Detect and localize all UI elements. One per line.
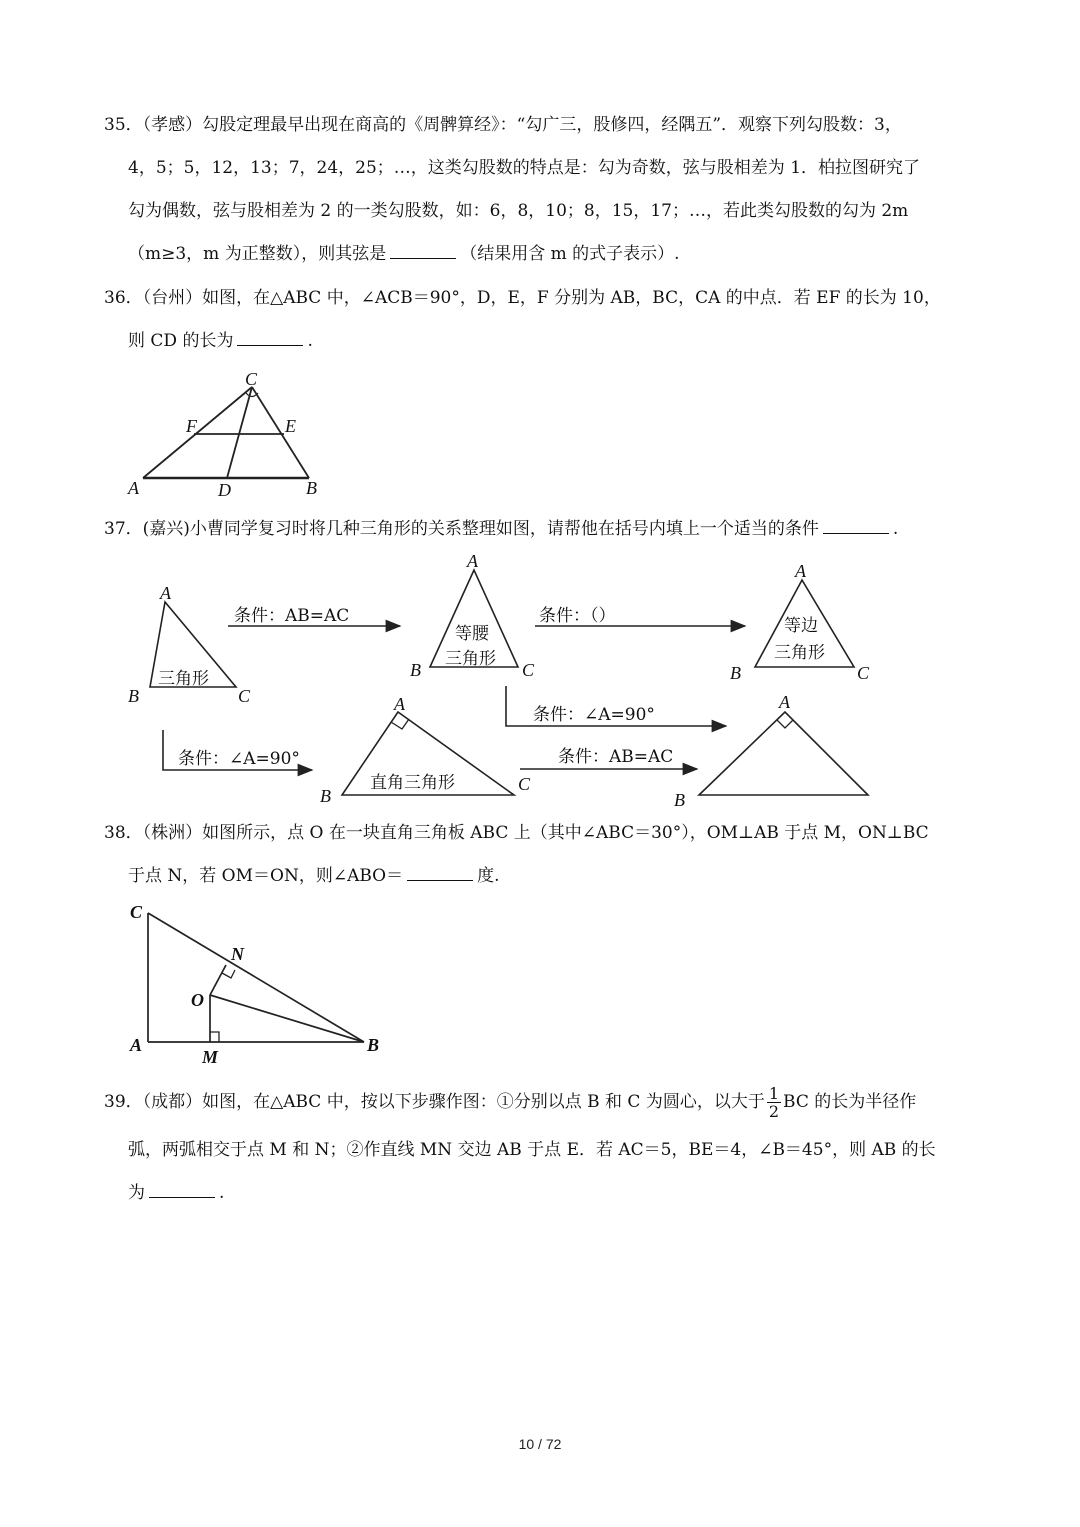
- q39-line-3-a: 为: [128, 1183, 145, 1203]
- q38-label-b: B: [367, 1035, 380, 1055]
- q36-line-2-a: 则 CD 的长为: [128, 331, 234, 351]
- q39-line-3: [128, 1182, 224, 1204]
- q37-right-label-a: A: [394, 694, 405, 714]
- q36-label-f: F: [186, 416, 197, 436]
- q37-right-label-c: C: [518, 774, 531, 794]
- q38-side-cb: [148, 913, 364, 1042]
- q37-gen-label-b: B: [128, 686, 139, 706]
- q39-answer-blank: [149, 1183, 215, 1198]
- q38-line-1: 38．（株洲）如图所示，点 O 在一块直角三角板 ABC 上（其中∠ABC＝30°），OM⊥AB 于点 M，ON⊥BC: [104, 823, 929, 843]
- q39-fraction: [767, 1085, 781, 1120]
- q37-line-1-a: 37．(嘉兴)小曹同学复习时将几种三角形的关系整理如图，请帮他在括号内填上一个适当的条件: [104, 519, 819, 539]
- q37-right-label-b: B: [320, 786, 331, 806]
- q37-equilateral-name-1: 等边: [784, 616, 818, 636]
- q38-right-angle-n: [222, 970, 235, 978]
- q36-label-b: B: [306, 478, 317, 498]
- q35-line-2: 4，5；5，12，13；7，24，25；…，这类勾股数的特点是：勾为奇数，弦与股相差为 1．柏拉图研究了: [128, 158, 921, 178]
- q38-label-o: O: [191, 990, 204, 1010]
- q37-isoright-label-b: B: [674, 790, 685, 810]
- q36-line-1: 36．（台州）如图，在△ABC 中，∠ACB＝90°，D，E，F 分别为 AB，BC，CA 的中点．若 EF 的长为 10，: [104, 288, 941, 308]
- q37-iso-label-b: B: [410, 660, 421, 680]
- q37-isosceles-name-1: 等腰: [455, 624, 489, 644]
- q38-label-m: M: [202, 1047, 219, 1067]
- q37-condition-2: 条件：（）: [539, 606, 616, 626]
- q35-line-3: 勾为偶数，弦与股相差为 2 的一类勾股数，如：6，8，10；8，15，17；…，若此类勾股数的勾为 2m: [128, 201, 909, 221]
- q37-condition-1: 条件：AB=AC: [234, 606, 350, 626]
- q38-label-n: N: [231, 944, 244, 964]
- q37-equilateral-name-2: 三角形: [774, 643, 825, 663]
- page-number: 10 / 72: [518, 1436, 562, 1452]
- q39-line-1-b: BC 的长为半径作: [783, 1092, 917, 1112]
- q38-label-c: C: [130, 902, 143, 922]
- q37-condition-5: 条件：AB=AC: [558, 747, 674, 767]
- q39-fraction-denominator: 2: [768, 1102, 780, 1121]
- q37-right-name: 直角三角形: [370, 773, 455, 793]
- q37-iso-label-a: A: [467, 551, 478, 571]
- q38-line-2-a: 于点 N，若 OM＝ON，则∠ABO＝: [128, 866, 404, 886]
- q36-label-d: D: [218, 480, 231, 500]
- q37-general-name: 三角形: [158, 669, 209, 689]
- q38-right-angle-m: [210, 1032, 219, 1042]
- q37-line-1-b: .: [892, 519, 899, 539]
- q37-gen-label-a: A: [160, 583, 171, 603]
- q38-label-a: A: [130, 1035, 143, 1055]
- q37-condition-3: 条件：∠A=90°: [533, 705, 655, 725]
- q39-line-3-b: .: [219, 1183, 225, 1203]
- q36-label-a: A: [128, 478, 139, 498]
- q37-equi-label-a: A: [795, 561, 806, 581]
- q35-line-1: 35．（孝感）勾股定理最早出现在商高的《周髀算经》：“勾广三，股修四，经隅五”．观察下列勾股数：3，: [104, 115, 902, 135]
- q36-label-e: E: [285, 416, 296, 436]
- q36-line-2-b: .: [307, 331, 313, 351]
- q39-line-2: 弧，两弧相交于点 M 和 N；②作直线 MN 交边 AB 于点 E．若 AC＝5，BE＝4，∠B＝45°，则 AB 的长: [128, 1140, 936, 1160]
- q37-condition-4: 条件：∠A=90°: [178, 749, 300, 769]
- q37-equi-label-b: B: [730, 663, 741, 683]
- q38-segment-ob: [210, 995, 364, 1042]
- q38-line-2-b: 度.: [477, 866, 500, 886]
- q37-equi-label-c: C: [857, 663, 870, 683]
- q37-gen-label-c: C: [238, 686, 251, 706]
- q38-segment-on: [210, 965, 226, 995]
- q35-line-4-b: （结果用含 m 的式子表示）.: [460, 244, 680, 264]
- q37-iso-label-c: C: [522, 660, 535, 680]
- q39-fraction-numerator: 1: [768, 1084, 780, 1103]
- q39-line-1: [104, 1085, 916, 1120]
- q37-isosceles-name-2: 三角形: [445, 649, 496, 669]
- q37-isoright-label-a: A: [779, 692, 790, 712]
- q36-label-c: C: [245, 369, 258, 389]
- q39-line-1-a: 39．（成都）如图，在△ABC 中，按以下步骤作图：①分别以点 B 和 C 为圆心，以大于: [104, 1092, 765, 1112]
- q35-line-4-a: （m≥3，m 为正整数），则其弦是: [128, 244, 387, 264]
